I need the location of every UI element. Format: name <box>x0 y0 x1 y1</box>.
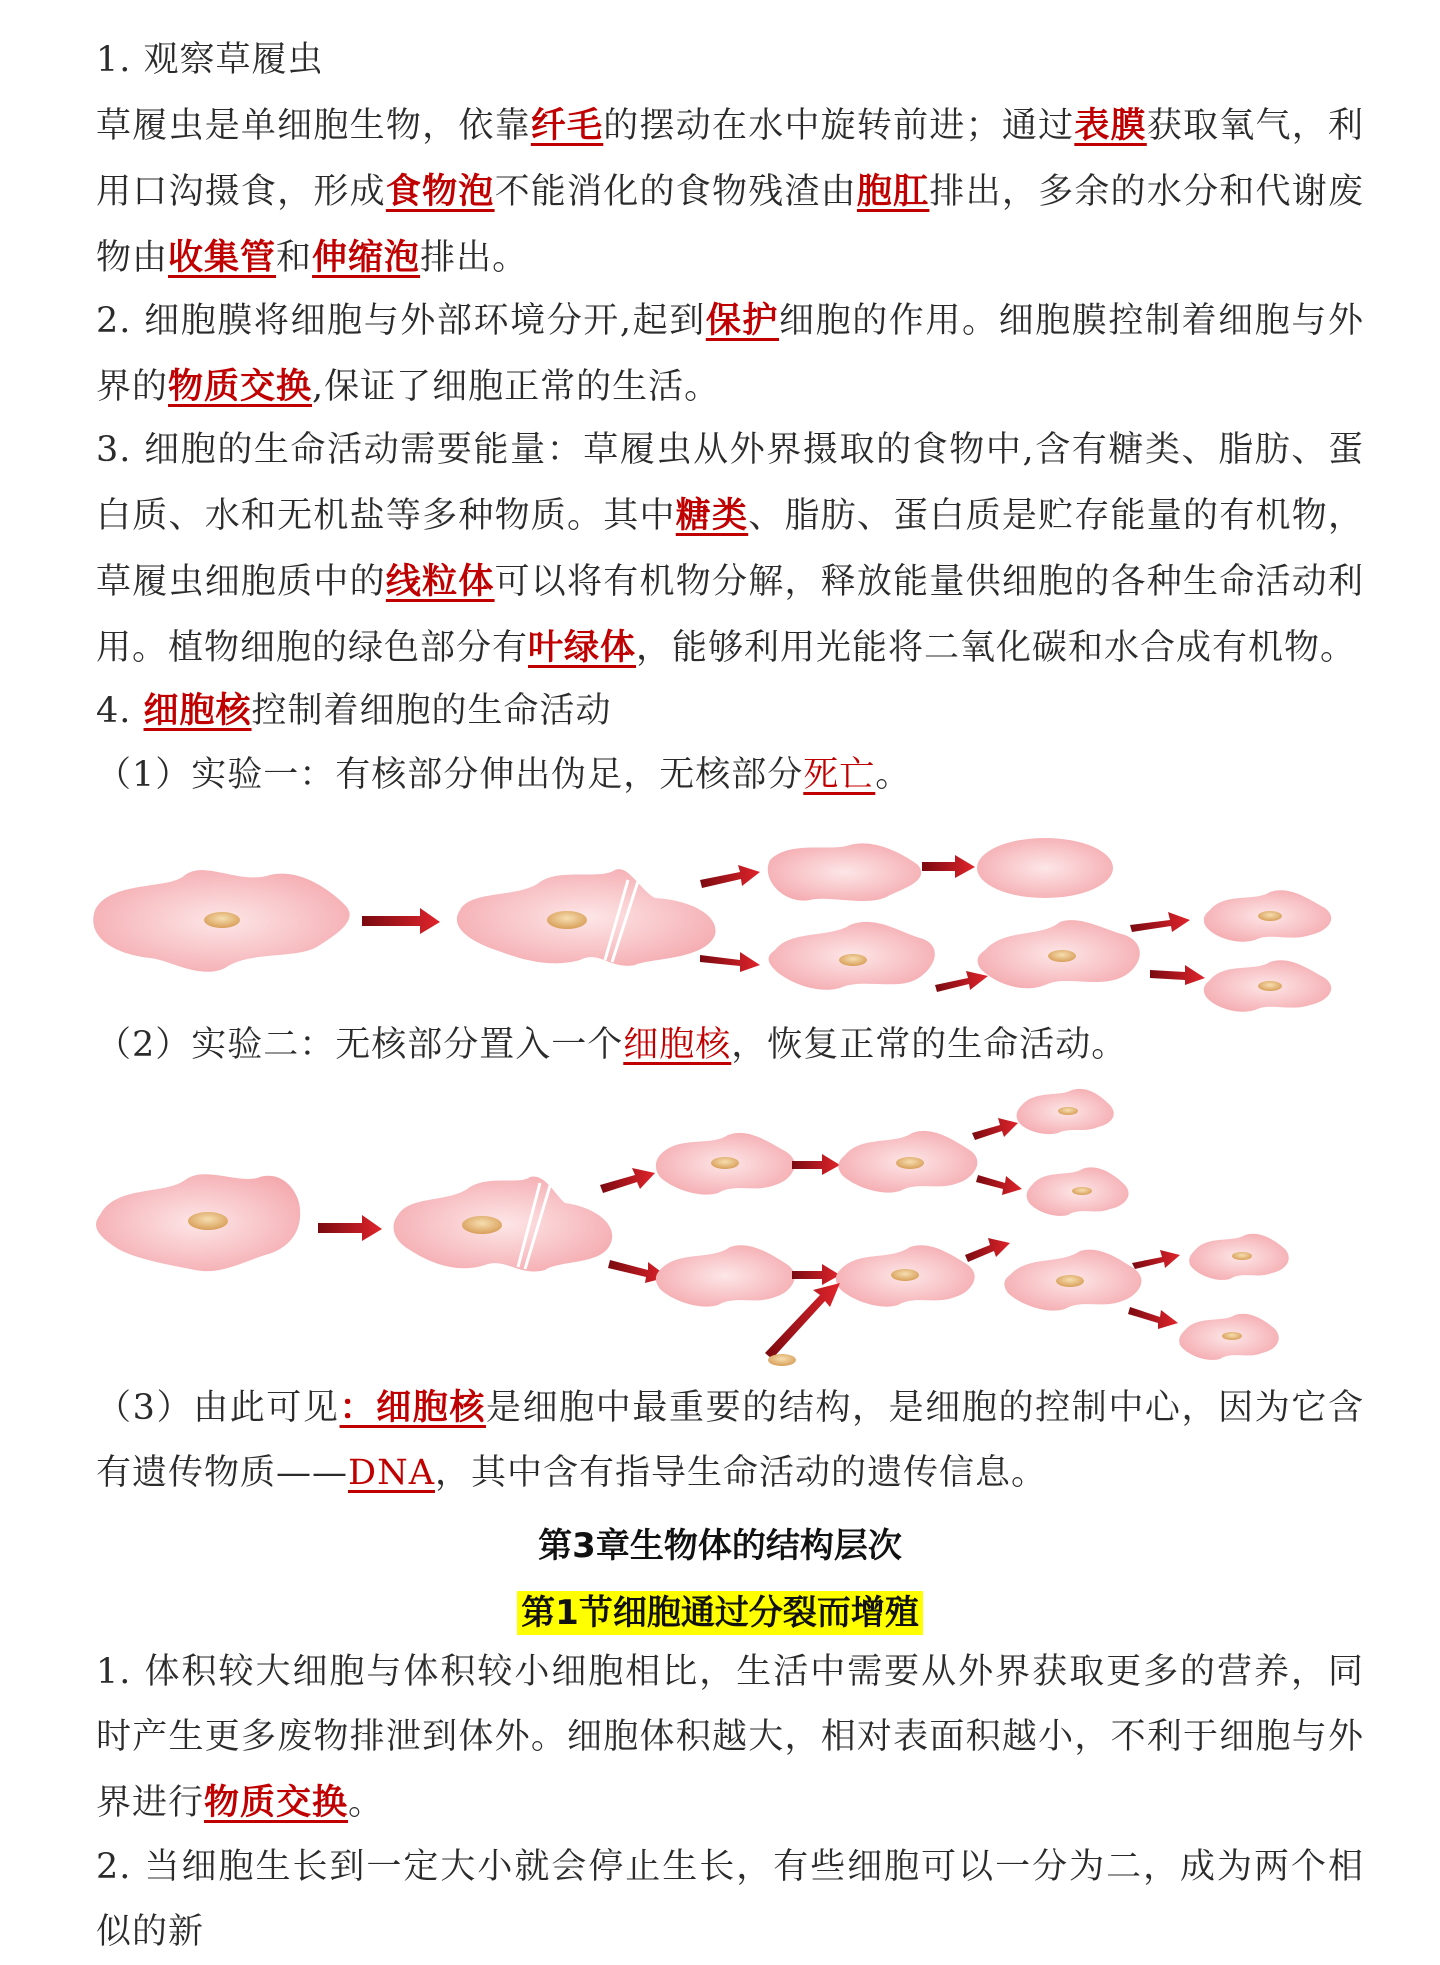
arrow <box>922 855 975 878</box>
nucleus <box>891 1269 919 1281</box>
chapter-heading <box>0 1518 1440 1567</box>
amoeba-cell-cut <box>457 869 716 966</box>
text: ，恢复正常的生命活动。 <box>731 1025 1128 1065</box>
item-1-title-text: 1. 观察草履虫 <box>96 40 324 80</box>
paragraph-cell-division <box>96 1835 1364 1965</box>
text: 细胞的作用。细胞膜控制着细胞与外界的 <box>96 301 1364 407</box>
text: 排出。 <box>420 238 529 278</box>
nucleus <box>1058 1107 1078 1115</box>
nucleus <box>188 1212 228 1230</box>
text: 3. 细胞的生命活动需要能量：草履虫从外界摄取的食物中,含有糖类、脂肪、蛋白质、水和无机盐等多种物质。其中 <box>96 430 1364 536</box>
experiment-2-text <box>96 1013 1364 1078</box>
text: 2. 细胞膜将细胞与外部环境分开,起到 <box>96 301 706 341</box>
keyword-material-exchange: 物质交换 <box>204 1782 349 1823</box>
experiment-2-diagram <box>0 1085 1440 1370</box>
keyword-death: 死亡 <box>803 755 876 795</box>
arrow <box>318 1215 382 1241</box>
text: 控制着细胞的生命活动 <box>251 691 612 731</box>
text: 和 <box>276 238 313 278</box>
text: 4. <box>96 691 144 731</box>
keyword-anal-pore: 胞肛 <box>856 171 930 212</box>
text: 不能消化的食物残渣由 <box>494 172 857 212</box>
item-4-title <box>96 678 1364 744</box>
arrow <box>965 1238 1010 1262</box>
text: ,保证了细胞正常的生活。 <box>312 367 721 407</box>
paragraph-paramecium <box>96 93 1364 291</box>
keyword-food-vacuole: 食物泡 <box>385 171 495 212</box>
text: ，能够利用光能将二氧化碳和水合成有机物。 <box>636 628 1357 668</box>
keyword-contractile-vacuole: 伸缩泡 <box>312 237 421 278</box>
text: 。 <box>875 755 912 795</box>
nucleus <box>462 1216 502 1234</box>
keyword-nucleus: 细胞核 <box>143 690 252 731</box>
section-heading-text: 第1节细胞通过分裂而增殖 <box>517 1591 923 1635</box>
nucleus <box>1258 911 1282 921</box>
arrow <box>792 1264 840 1285</box>
keyword-mitochondria: 线粒体 <box>385 561 495 602</box>
text: 草履虫是单细胞生物，依靠 <box>96 106 531 146</box>
arrow <box>935 971 988 992</box>
chapter-heading-text: 第3章生物体的结构层次 <box>538 1526 902 1566</box>
keyword-dna: DNA <box>348 1453 435 1493</box>
keyword-pellicle: 表膜 <box>1074 105 1147 146</box>
item-1-title <box>96 28 1364 93</box>
arrow <box>362 908 440 934</box>
nucleus <box>1056 1275 1084 1287</box>
nucleus <box>1258 981 1282 991</box>
nucleus <box>896 1157 924 1169</box>
nucleus <box>839 954 867 966</box>
keyword-sugars: 糖类 <box>675 495 749 536</box>
keyword-nucleus: 细胞核 <box>623 1025 732 1065</box>
arrow <box>1132 1250 1180 1269</box>
text: 、脂肪、蛋白质是贮存能量的有机物，草履虫细胞质中的 <box>96 496 1364 602</box>
nucleus <box>711 1157 739 1169</box>
text: 。 <box>348 1783 385 1823</box>
arrow <box>1128 1307 1178 1329</box>
keyword-protect: 保护 <box>705 300 780 341</box>
arrow <box>700 865 760 888</box>
section-heading <box>0 1585 1440 1634</box>
text: （3）由此可见 <box>96 1388 340 1428</box>
amoeba-cell-anucleate <box>768 843 921 901</box>
nucleus <box>1048 950 1076 962</box>
experiment-1-text <box>96 743 1364 808</box>
text: 2. 当细胞生长到一定大小就会停止生长，有些细胞可以一分为二，成为两个相似的新 <box>96 1847 1364 1952</box>
text: （2）实验二：无核部分置入一个 <box>96 1025 624 1065</box>
arrow <box>976 1175 1022 1195</box>
arrow <box>600 1168 655 1193</box>
nucleus <box>204 912 240 928</box>
text: 获取氧气，利用口沟摄食，形成 <box>96 106 1364 212</box>
experiment-1-diagram <box>0 820 1440 1020</box>
keyword-nucleus: ：细胞核 <box>339 1387 486 1428</box>
nucleus <box>1072 1187 1092 1195</box>
keyword-collecting-canal: 收集管 <box>168 237 277 278</box>
amoeba-cell-cut <box>394 1177 613 1272</box>
paragraph-energy <box>96 418 1364 681</box>
arrow <box>792 1154 840 1175</box>
paragraph-cell-size <box>96 1640 1364 1836</box>
paragraph-cell-membrane <box>96 288 1364 420</box>
keyword-material-exchange: 物质交换 <box>168 366 313 407</box>
arrow <box>1130 912 1190 932</box>
text: （1）实验一：有核部分伸出伪足，无核部分 <box>96 755 804 795</box>
nucleus <box>1232 1252 1252 1260</box>
text: 是细胞中最重要的结构，是细胞的控制中心，因为它含有遗传物质—— <box>96 1388 1364 1493</box>
text: ，其中含有指导生命活动的遗传信息。 <box>434 1453 1047 1493</box>
keyword-chloroplast: 叶绿体 <box>528 627 637 668</box>
arrow <box>972 1118 1018 1140</box>
amoeba-cell-anucleate <box>656 1245 795 1306</box>
implanted-nucleus <box>768 1354 796 1366</box>
arrow <box>1150 965 1205 985</box>
nucleus <box>547 911 587 929</box>
text: 排出，多余的水分和代谢废物由 <box>96 172 1364 278</box>
text: 可以将有机物分解，释放能量供细胞的各种生命活动利用。植物细胞的绿色部分有 <box>96 562 1364 668</box>
text: 的摆动在水中旋转前进；通过 <box>603 106 1075 146</box>
dead-round-cell <box>977 838 1113 898</box>
nucleus <box>1222 1332 1242 1340</box>
keyword-cilia: 纤毛 <box>530 105 604 146</box>
experiment-3-text <box>96 1375 1364 1506</box>
text: 1. 体积较大细胞与体积较小细胞相比，生活中需要从外界获取更多的营养，同时产生更多废物排泄到体外。细胞体积越大，相对表面积越小，不利于细胞与外界进行 <box>96 1652 1364 1823</box>
arrow <box>700 952 760 972</box>
